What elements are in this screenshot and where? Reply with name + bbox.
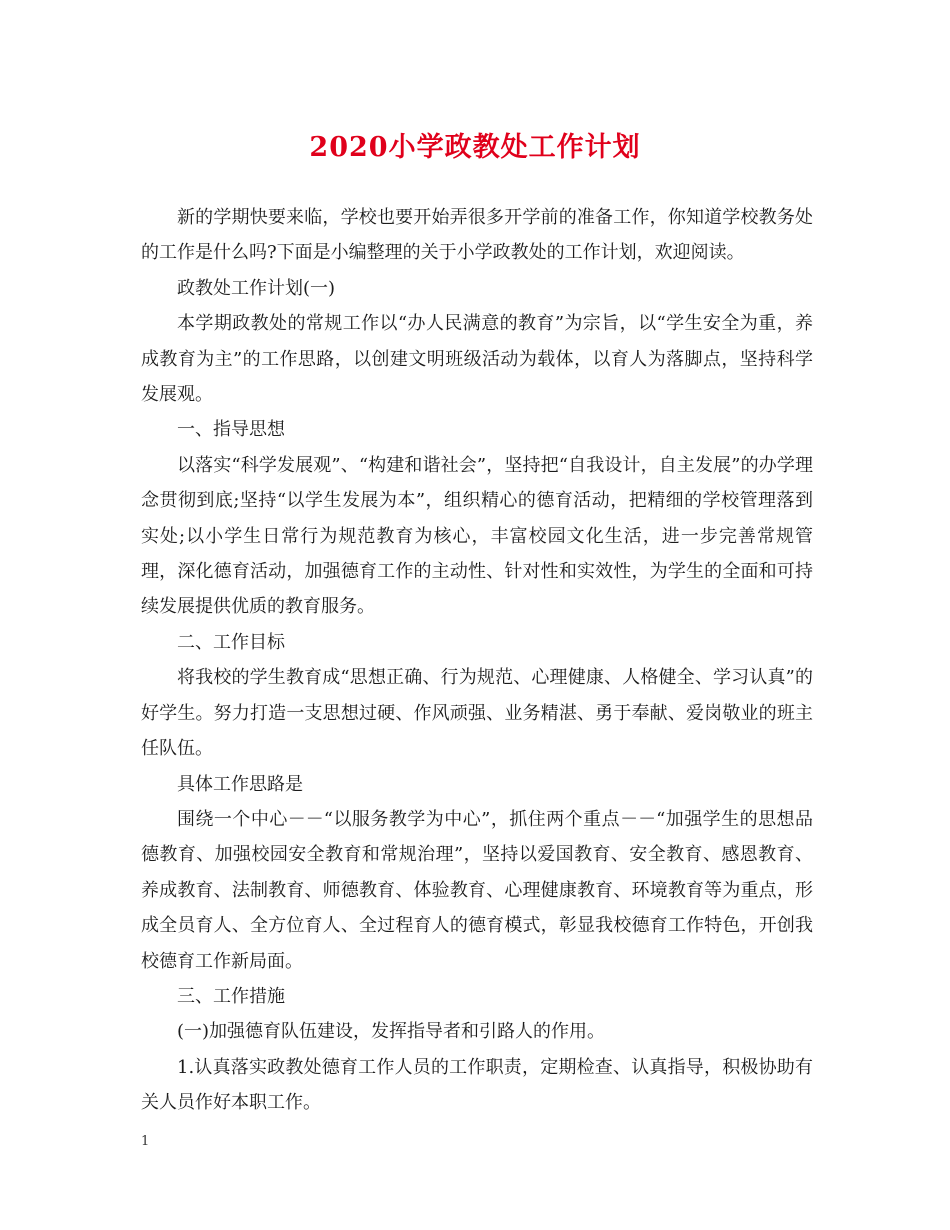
paragraph-overview: 本学期政教处的常规工作以“办人民满意的教育”为宗旨，以“学生安全为重，养成教育为主”的工作思路，以创建文明班级活动为载体，以育人为落脚点，坚持科学发展观。 — [141, 313, 813, 406]
section-heading-guiding-thought: 一、指导思想 — [177, 419, 285, 441]
paragraph-measure-1-item-1: 1.认真落实政教处德育工作人员的工作职责，定期检查、认真指导，积极协助有关人员作好本职工作。 — [141, 1056, 813, 1114]
section-heading-work-goals: 二、工作目标 — [177, 631, 285, 653]
paragraph-guiding-thought: 以落实“科学发展观”、“构建和谐社会”，坚持把“自我设计，自主发展”的办学理念贯彻到底;坚持“以学生发展为本”，组织精心的德育活动，把精细的学校管理落到实处;以小学生日常行为规范教育为核心，丰富校园文化生活，进一步完善常规管理，深化德育活动，加强德育工作的主动性、针对性和实效性，为学生的全面和可持续发展提供优质的教育服务。 — [141, 454, 813, 618]
paragraph-plan-heading: 政教处工作计划(一) — [177, 277, 336, 299]
paragraph-measure-1: (一)加强德育队伍建设，发挥指导者和引路人的作用。 — [177, 1021, 606, 1043]
paragraph-work-approach: 围绕一个中心－－“以服务教学为中心”，抓住两个重点－－“加强学生的思想品德教育、加强校园安全教育和常规治理”，坚持以爱国教育、安全教育、感恩教育、养成教育、法制教育、师德教育、体验教育、心理健康教育、环境教育等为重点，形成全员育人、全方位育人、全过程育人的德育模式，彰显我校德育工作特色，开创我校德育工作新局面。 — [141, 808, 813, 972]
page-number: 1 — [141, 1134, 150, 1149]
section-heading-work-measures: 三、工作措施 — [177, 985, 285, 1007]
paragraph-work-goals: 将我校的学生教育成“思想正确、行为规范、心理健康、人格健全、学习认真”的好学生。努力打造一支思想过硬、作风顽强、业务精湛、勇于奉献、爱岗敬业的班主任队伍。 — [141, 667, 813, 760]
document-title: 2020小学政教处工作计划 — [309, 132, 641, 163]
document-body — [141, 200, 813, 1121]
subheading-work-approach: 具体工作思路是 — [177, 773, 303, 795]
paragraph-intro: 新的学期快要来临，学校也要开始弄很多开学前的准备工作，你知道学校教务处的工作是什么吗?下面是小编整理的关于小学政教处的工作计划，欢迎阅读。 — [141, 207, 813, 264]
